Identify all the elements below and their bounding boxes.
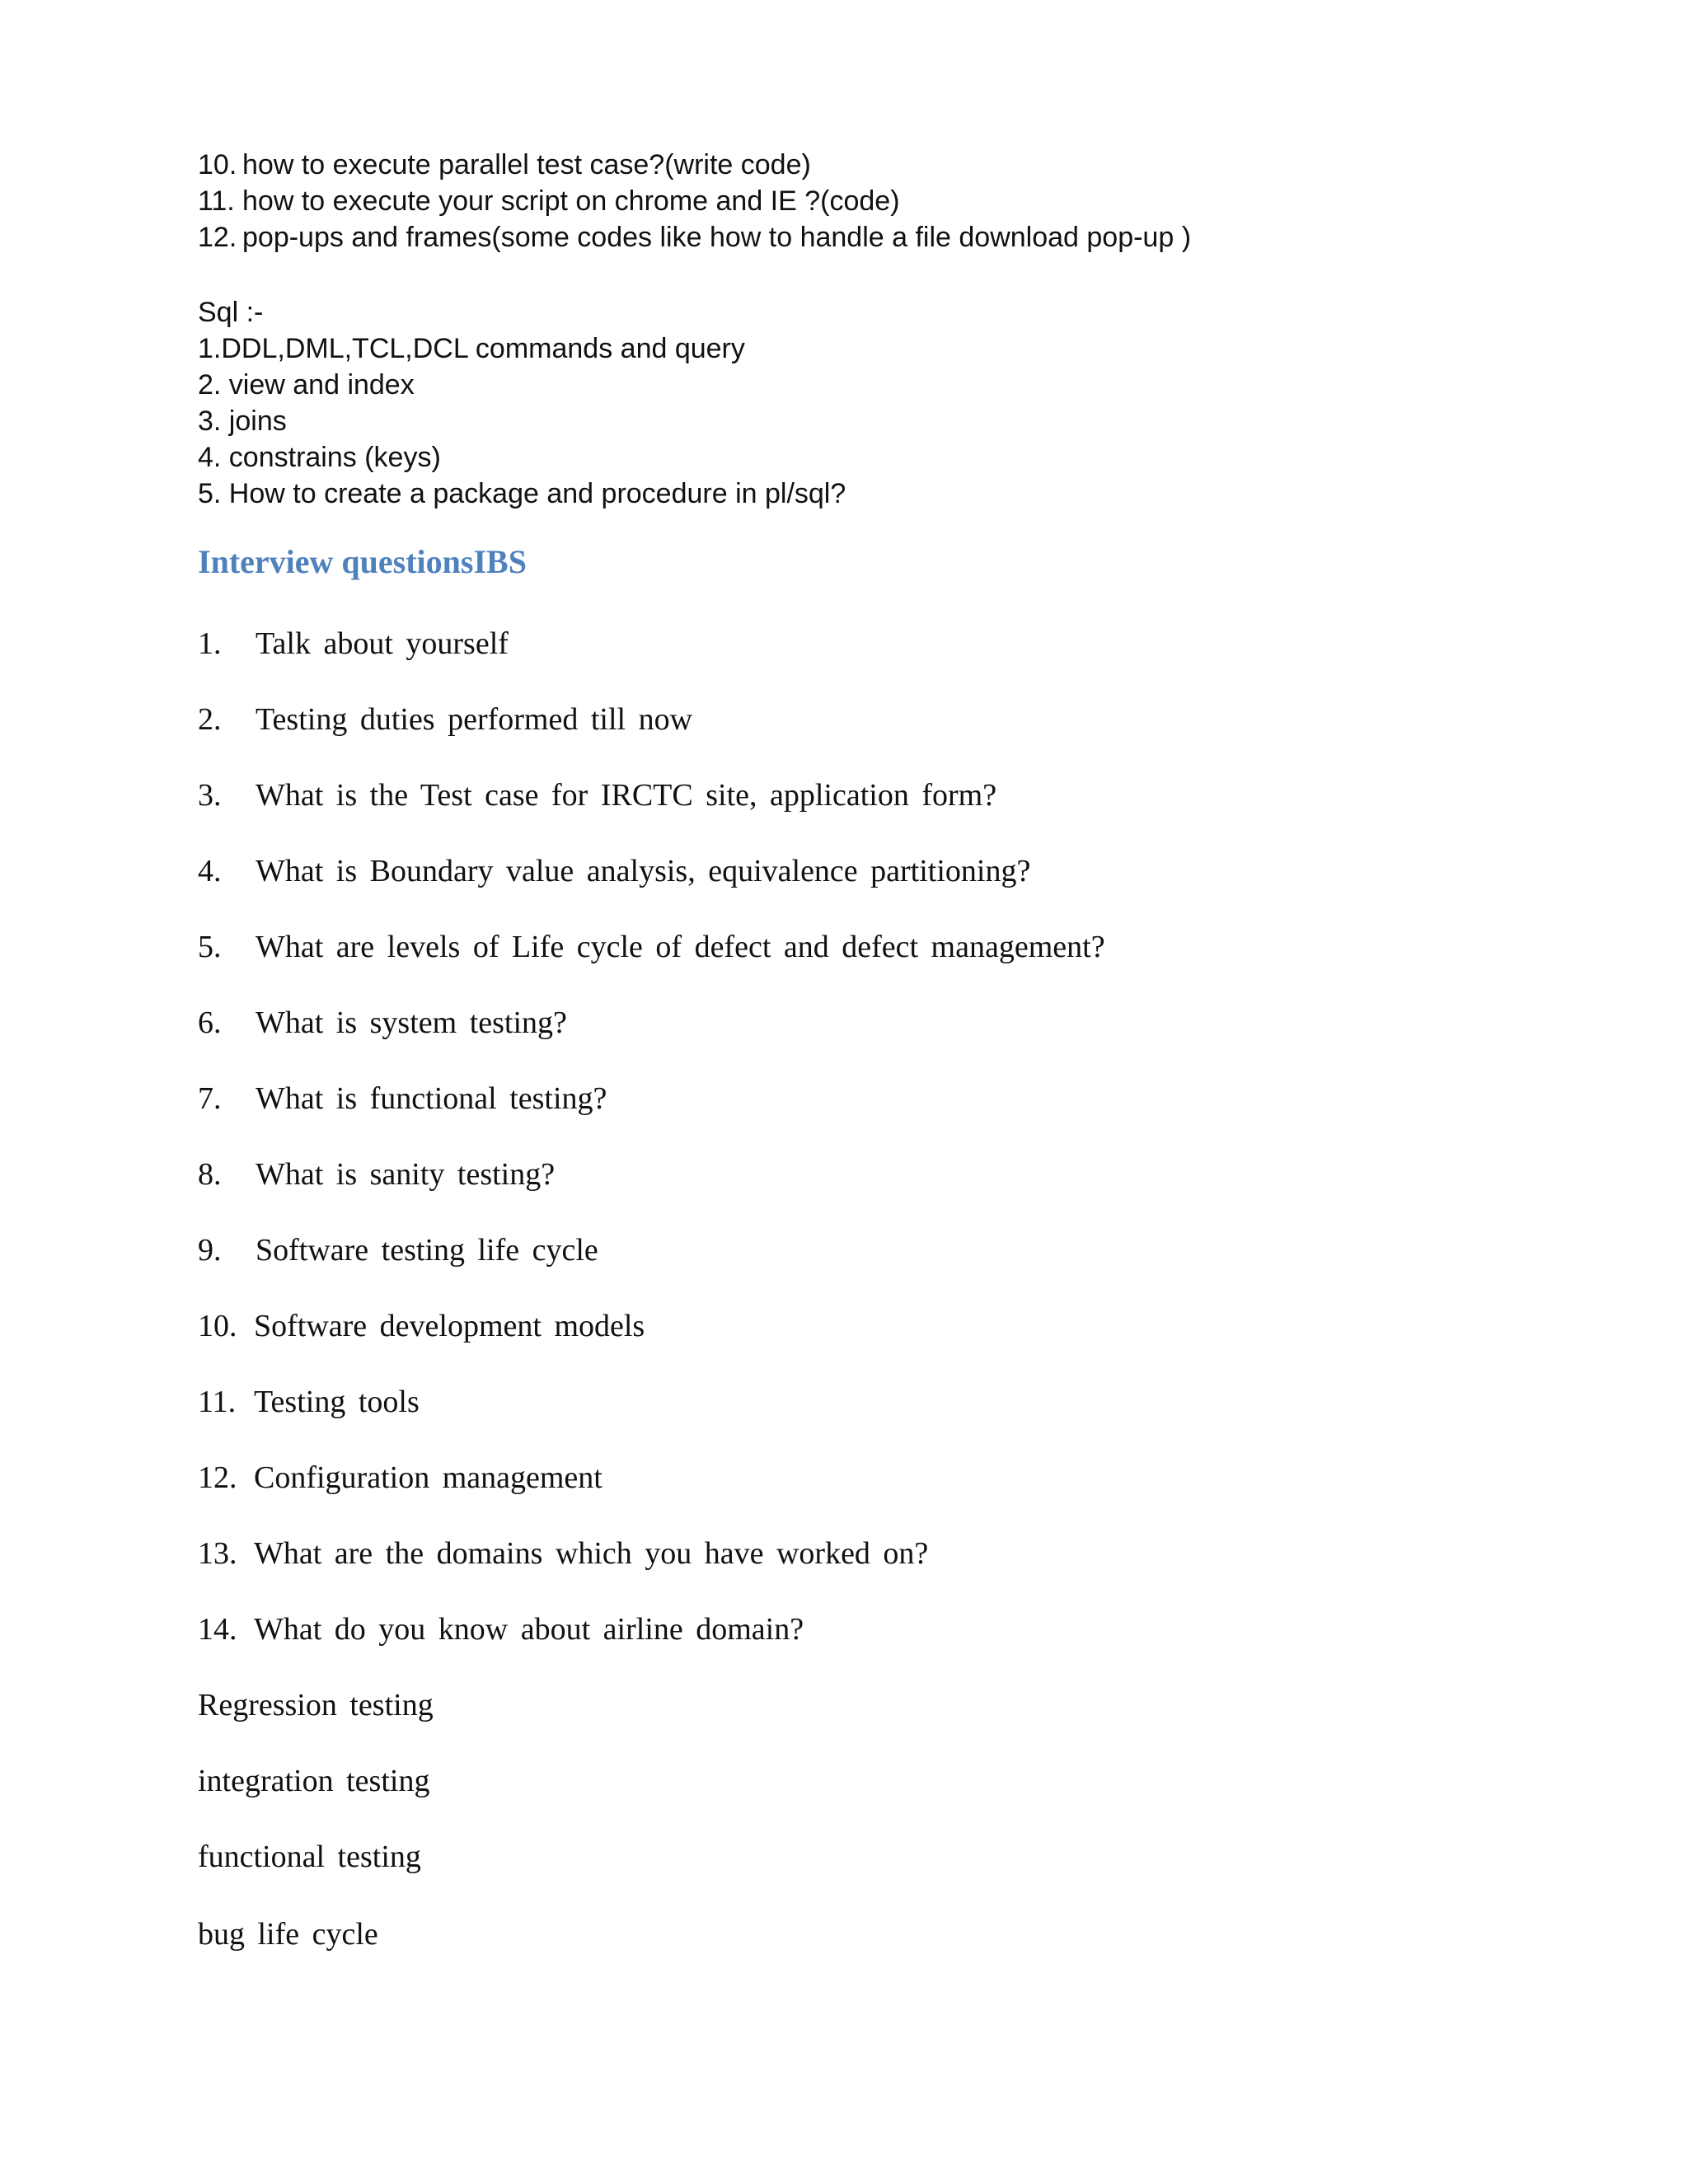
question-number: 14. xyxy=(198,1612,237,1647)
question-number: 12. xyxy=(198,1460,237,1495)
question-text: What is functional testing? xyxy=(256,1081,607,1116)
question-item xyxy=(198,628,509,659)
question-text: Talk about yourself xyxy=(256,626,509,661)
question-item xyxy=(198,1235,598,1266)
topic-item: functional testing xyxy=(198,1840,421,1874)
question-number: 2. xyxy=(198,702,222,737)
question-item xyxy=(198,1462,603,1493)
question-item xyxy=(198,1614,804,1645)
question-number: 11. xyxy=(198,1385,237,1419)
question-item xyxy=(198,1386,420,1418)
question-number: 13. xyxy=(198,1536,237,1571)
question-text: Testing duties performed till now xyxy=(256,702,693,737)
list-item-number: 12. xyxy=(198,222,237,253)
sql-item: 4. constrains (keys) xyxy=(198,442,441,473)
question-number: 9. xyxy=(198,1233,222,1268)
question-text: What is system testing? xyxy=(256,1005,567,1040)
question-text: What is the Test case for IRCTC site, application form? xyxy=(256,778,997,813)
list-item-text: how to execute parallel test case?(write code) xyxy=(242,149,811,180)
question-number: 10. xyxy=(198,1309,237,1343)
list-item xyxy=(198,187,900,215)
question-text: What do you know about airline domain? xyxy=(254,1612,804,1647)
list-item xyxy=(198,223,1191,251)
list-item-text: how to execute your script on chrome and IE ?(code) xyxy=(242,185,900,217)
question-number: 5. xyxy=(198,930,222,964)
question-item xyxy=(198,855,1030,887)
sql-item: 3. joins xyxy=(198,405,287,437)
question-text: What is Boundary value analysis, equivalence partitioning? xyxy=(256,854,1031,888)
question-item xyxy=(198,1538,928,1569)
question-number: 7. xyxy=(198,1081,222,1116)
sql-item: 2. view and index xyxy=(198,369,415,401)
sql-heading: Sql :- xyxy=(198,297,264,328)
question-number: 8. xyxy=(198,1157,222,1192)
question-item xyxy=(198,1007,567,1038)
question-text: Configuration management xyxy=(254,1460,603,1495)
topic-item: bug life cycle xyxy=(198,1917,378,1952)
list-item xyxy=(198,151,811,179)
question-item xyxy=(198,780,996,811)
question-text: Software testing life cycle xyxy=(256,1233,598,1268)
sql-item: 5. How to create a package and procedure in pl/sql? xyxy=(198,478,846,509)
question-item xyxy=(198,704,692,735)
list-item-number: 11. xyxy=(198,185,235,217)
section-heading: Interview questionsIBS xyxy=(198,543,527,580)
question-item xyxy=(198,1083,607,1114)
question-item xyxy=(198,1159,555,1190)
topic-item: Regression testing xyxy=(198,1688,434,1722)
topic-item: integration testing xyxy=(198,1764,430,1798)
sql-item: 1.DDL,DML,TCL,DCL commands and query xyxy=(198,333,745,364)
question-number: 3. xyxy=(198,778,222,813)
question-text: What is sanity testing? xyxy=(256,1157,556,1192)
question-text: Software development models xyxy=(254,1309,645,1343)
question-number: 1. xyxy=(198,626,222,661)
question-text: What are the domains which you have worked on? xyxy=(254,1536,929,1571)
question-number: 6. xyxy=(198,1005,222,1040)
question-text: What are levels of Life cycle of defect and defect management? xyxy=(256,930,1105,964)
list-item-text: pop-ups and frames(some codes like how to handle a file download pop-up ) xyxy=(242,222,1192,253)
question-item xyxy=(198,931,1105,963)
question-text: Testing tools xyxy=(254,1385,420,1419)
list-item-number: 10. xyxy=(198,149,237,180)
question-number: 4. xyxy=(198,854,222,888)
question-item xyxy=(198,1310,645,1342)
